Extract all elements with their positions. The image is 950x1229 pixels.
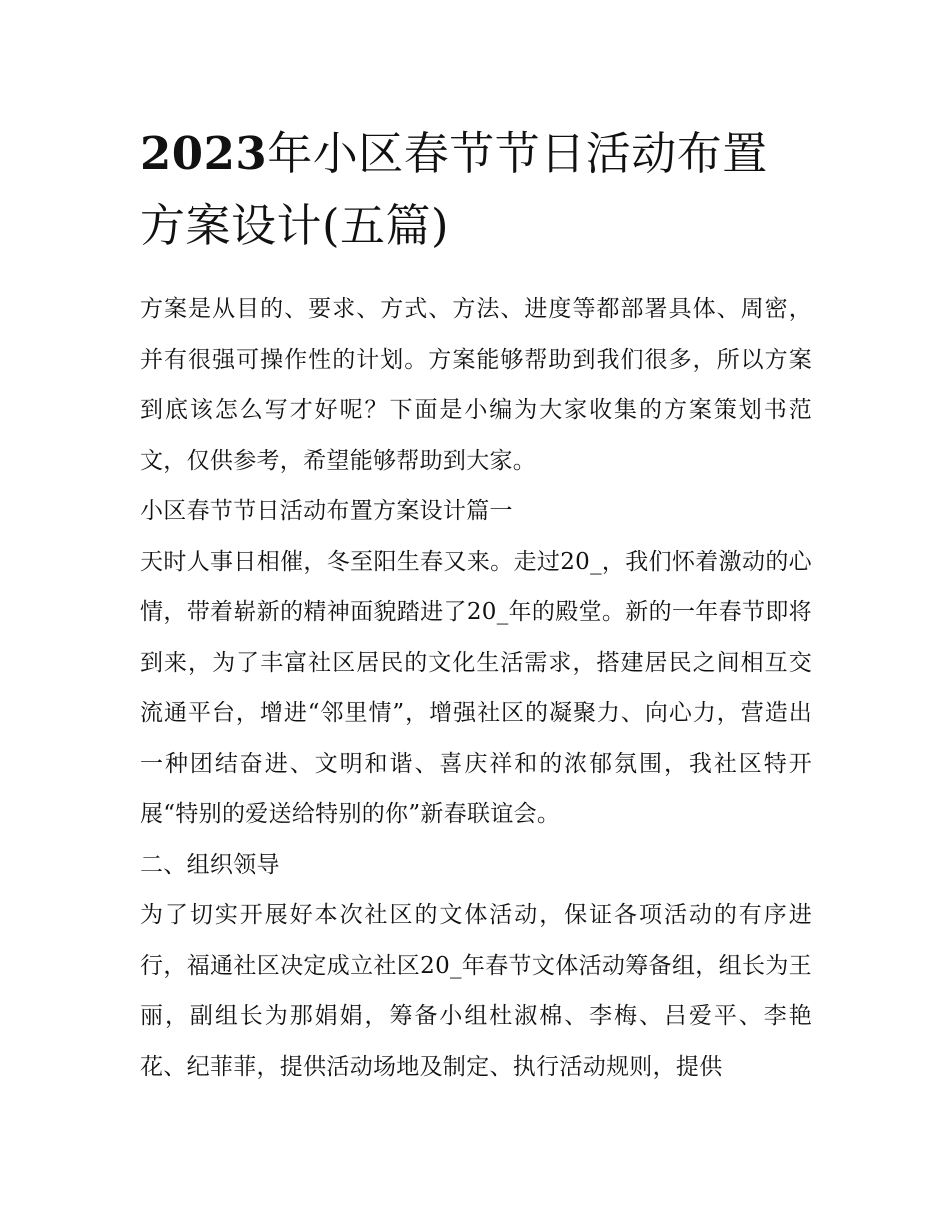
document-title xyxy=(140,118,812,262)
section-heading-part-one: 小区春节节日活动布置方案设计篇一 xyxy=(140,498,513,524)
document-page xyxy=(140,118,812,1092)
body-paragraph: 天时人事日相催，冬至阳生春又来。走过20_，我们怀着激动的心情，带着崭新的精神面貌踏进了20_年的殿堂。新的一年春节即将到来，为了丰富社区居民的文化生活需求，搭建居民之间相互交流通平台，增进“邻里情”，增强社区的凝聚力、向心力，营造出一种团结奋进、文明和谐、喜庆祥和的浓郁氛围，我社区特开展“特别的爱送给特别的你”新春联谊会。 xyxy=(140,548,812,827)
body-paragraph: 为了切实开展好本次社区的文体活动，保证各项活动的有序进行，福通社区决定成立社区20_年春节文体活动筹备组，组长为王丽，副组长为那娟娟，筹备小组杜淑棉、李梅、吕爱平、李艳花、纪菲菲，提供活动场地及制定、执行活动规则，提供 xyxy=(140,902,812,1080)
section-heading-organization: 二、组织领导 xyxy=(140,851,280,878)
document-body xyxy=(140,284,812,1092)
title-year: 2023 xyxy=(140,127,268,180)
title-text: 年小区春节节日活动布置方案设计(五篇) xyxy=(140,127,768,252)
intro-paragraph: 方案是从目的、要求、方式、方法、进度等都部署具体、周密，并有很强可操作性的计划。方案能够帮助到我们很多，所以方案到底该怎么写才好呢？下面是小编为大家收集的方案策划书范文，仅供参考，希望能够帮助到大家。 xyxy=(140,296,812,474)
